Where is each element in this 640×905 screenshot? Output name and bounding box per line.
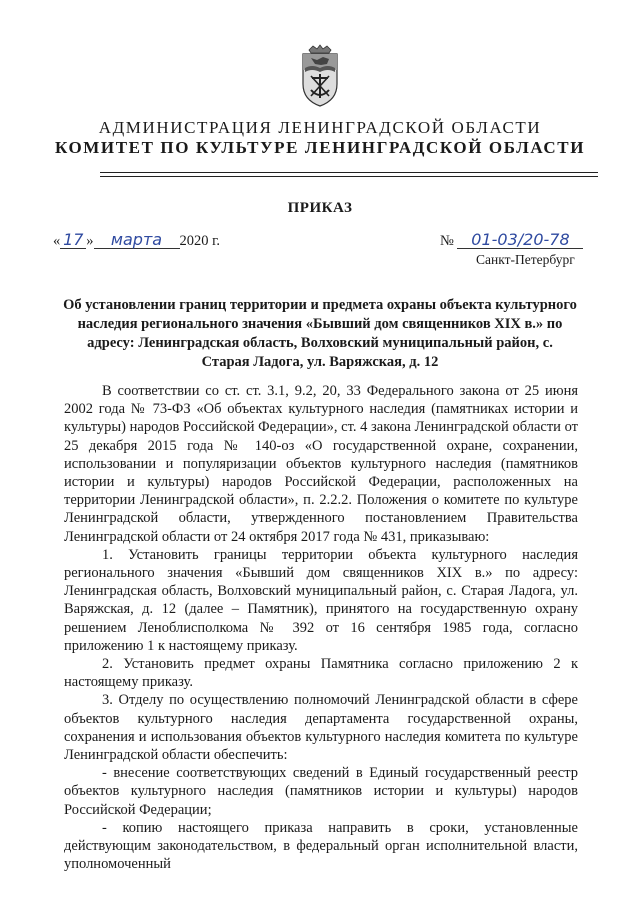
header-rule-thick (100, 172, 598, 173)
body-paragraph-bullet-2: - копию настоящего приказа направить в сроки, установленные действующим законодательством, в федеральный орган исполнительной власти, уполномоченный (64, 819, 578, 873)
document-body (64, 382, 578, 873)
number-handwritten: 01-03/20-78 (457, 232, 583, 249)
date-month-handwritten: марта (94, 232, 180, 249)
body-paragraph-item-3: 3. Отделу по осуществлению полномочий Ленинградской области в сфере объектов культурного наследия департамента государственной охраны, сохранения и использования объектов культурного наследия комитета по культуре Ленинградской области обеспечить: (64, 692, 578, 764)
body-paragraph-item-2: 2. Установить предмет охраны Памятника согласно приложению 2 к настоящему приказу. (64, 656, 578, 691)
coat-of-arms-emblem (297, 44, 343, 108)
document-title: ПРИКАЗ (287, 200, 353, 216)
body-paragraph-item-1: 1. Установить границы территории объекта культурного наследия регионального значения «Бывший дом священников XIX в.» по адресу: Ленинградская область, Волховский муниципальный район, с. Старая Ладога, ул. Варяжская, д. 12 (далее – Памятник), принятого на государственную охрану решением Леноблисполкома № 392 от 16 сентября 1985 года, согласно приложению 1 к настоящему приказу. (64, 546, 578, 654)
body-paragraph-preamble: В соответствии со ст. ст. 3.1, 9.2, 20, 33 Федерального закона от 25 июня 2002 года № 73-ФЗ «Об объектах культурного наследия (памятниках истории и культуры) народов Российской Федерации», ст. 4 закона Ленинградской области от 25 декабря 2015 года № 140-оз «О государственной охране, сохранении, использовании и популяризации объектов культурного наследия (памятников истории и культуры) народов Российской Федерации, расположенных на территории Ленинградской области», п. 2.2.2. Положения о комитете по культуре Ленинградской области, утвержденного постановлением Правительства Ленинградской области от 24 октября 2017 года № 431, приказываю: (64, 383, 578, 545)
date-close-quote: » (86, 233, 94, 249)
document-number (440, 232, 583, 250)
number-prefix: № (440, 233, 454, 249)
document-city: Санкт-Петербург (476, 252, 575, 267)
header-rule-thin (100, 176, 598, 177)
date-year: 2020 г. (179, 233, 221, 249)
committee-name: КОМИТЕТ ПО КУЛЬТУРЕ ЛЕНИНГРАДСКОЙ ОБЛАСТИ (54, 138, 586, 157)
document-subject: Об установлении границ территории и предмета охраны объекта культурного наследия регионального значения «Бывший дом священников XIX в.» по адресу: Ленинградская область, Волховский муниципальный район, с. Старая Ладога, ул. Варяжская, д. 12 (63, 297, 577, 370)
date-day-handwritten: 17 (60, 232, 86, 249)
body-paragraph-bullet-1: - внесение соответствующих сведений в Единый государственный реестр объектов культурного наследия (памятников истории и культуры) народов Российской Федерации; (64, 765, 578, 818)
organization-name: АДМИНИСТРАЦИЯ ЛЕНИНГРАДСКОЙ ОБЛАСТИ (98, 118, 542, 137)
document-date (53, 232, 220, 254)
date-open-quote: « (53, 233, 61, 249)
